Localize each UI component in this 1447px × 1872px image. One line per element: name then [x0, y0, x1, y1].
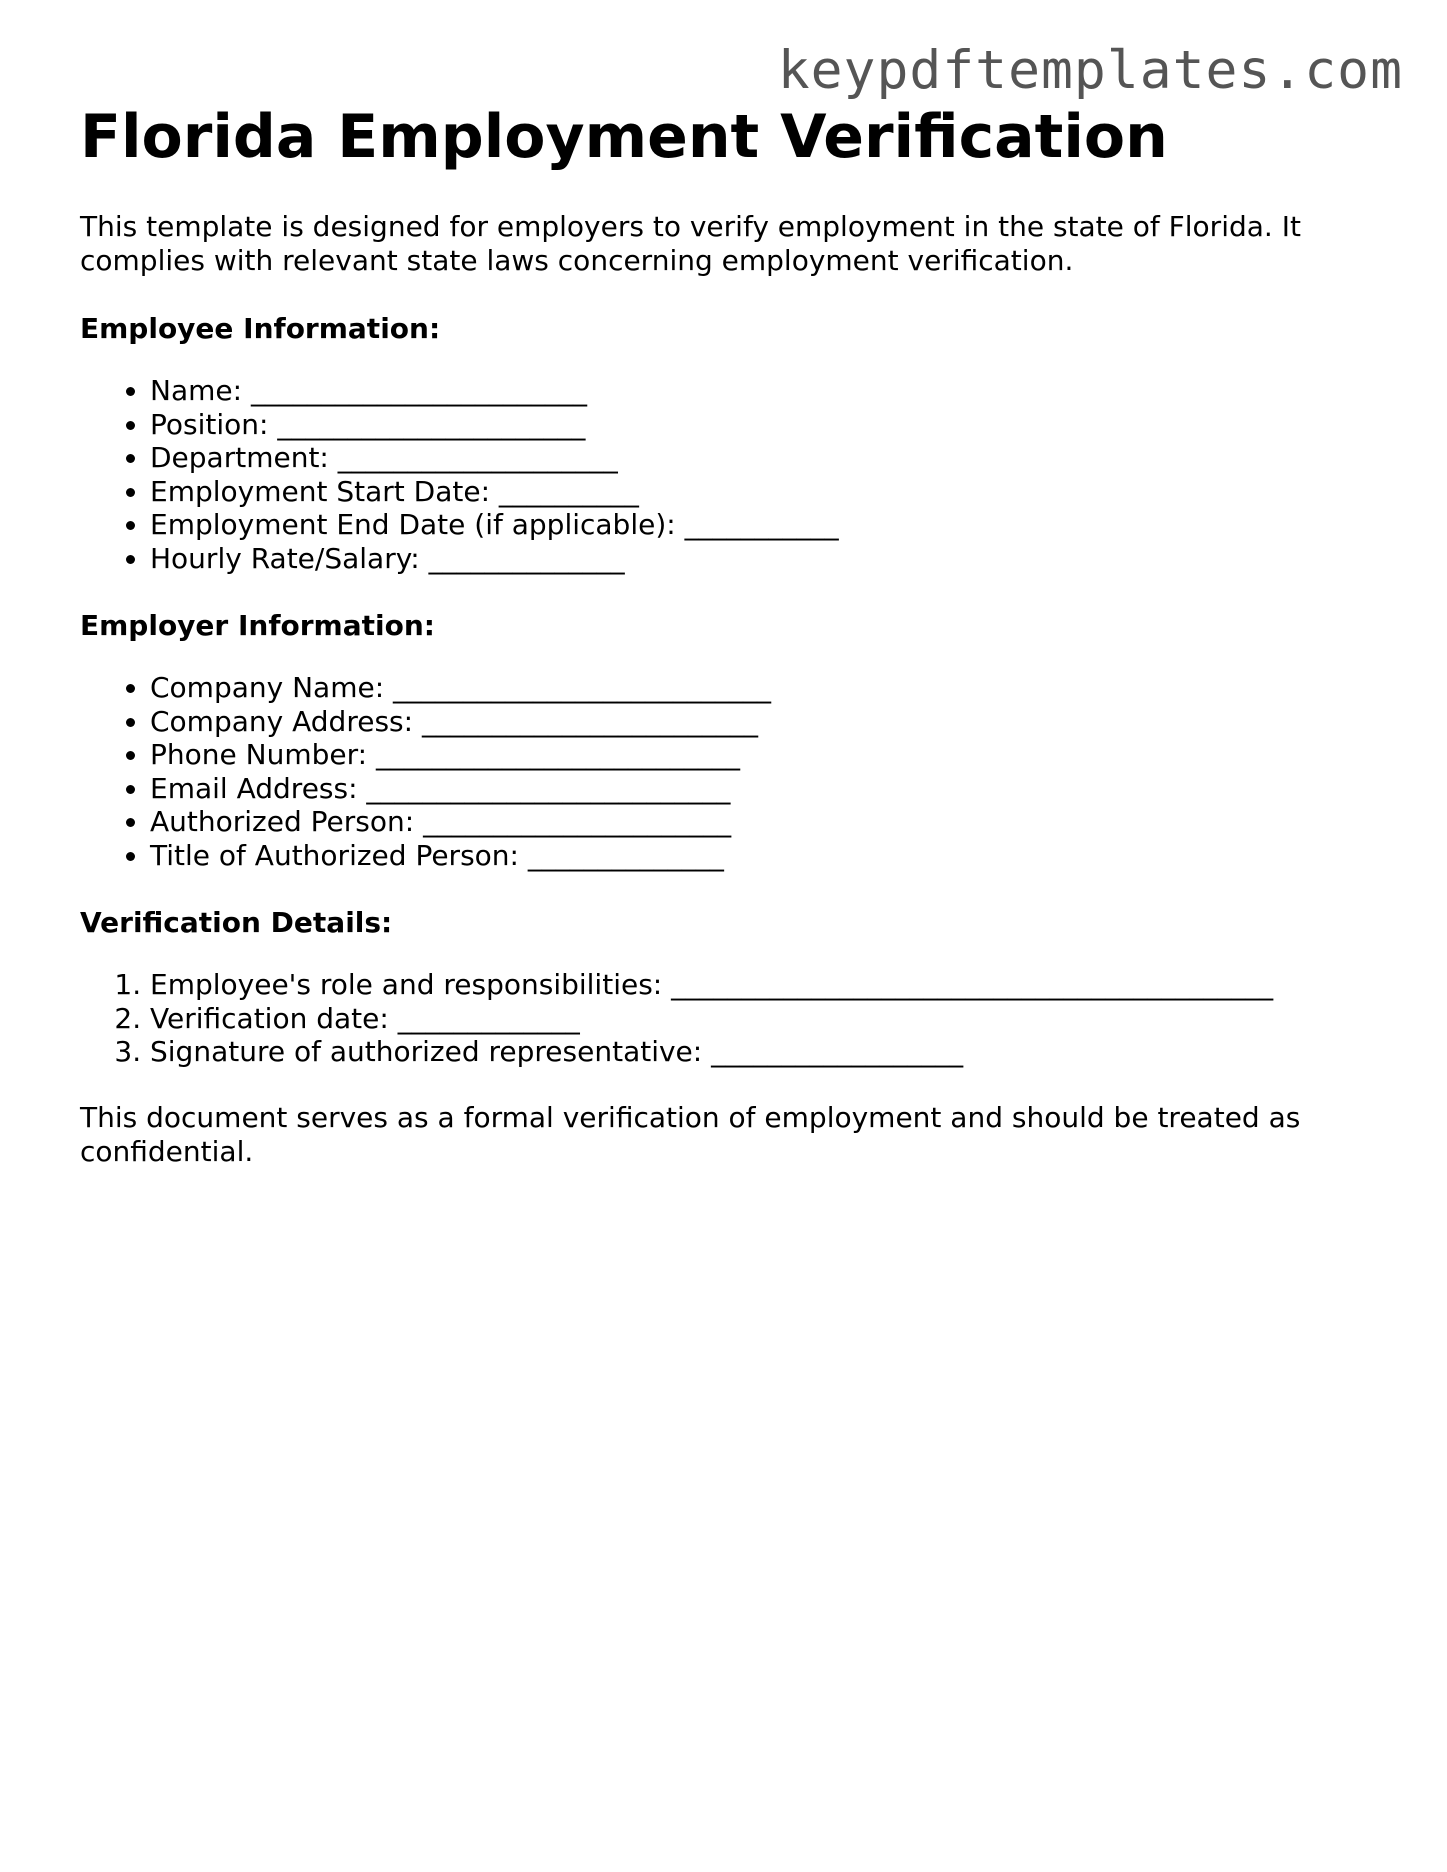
verification-field-signature: 3. Signature of authorized representative: __________________ [150, 1035, 1380, 1069]
employee-field-rate: • Hourly Rate/Salary: ______________ [150, 542, 1380, 576]
verification-details-list [80, 968, 1380, 1069]
employee-information-list [80, 374, 1380, 575]
employee-field-name: • Name: ________________________ [150, 374, 1380, 408]
employer-field-phone: • Phone Number: __________________________ [150, 738, 1380, 772]
employee-field-start-date: • Employment Start Date: __________ [150, 475, 1380, 509]
employee-field-position: • Position: ______________________ [150, 408, 1380, 442]
employer-field-company-address: • Company Address: ________________________ [150, 705, 1380, 739]
employer-information-list [80, 671, 1380, 872]
verification-field-role: 1. Employee's role and responsibilities: ___________________________________________ [150, 968, 1380, 1002]
employer-field-authorized-title: • Title of Authorized Person: ______________ [150, 839, 1380, 873]
verification-field-date: 2. Verification date: _____________ [150, 1002, 1380, 1036]
employer-field-authorized-person: • Authorized Person: ______________________ [150, 805, 1380, 839]
employer-field-company-name: • Company Name: ___________________________ [150, 671, 1380, 705]
watermark: keypdftemplates.com [777, 40, 1403, 101]
document-title: Florida Employment Verification [80, 102, 1168, 172]
intro-paragraph: This template is designed for employers to verify employment in the state of Florida. It complies with relevant state laws concerning employment verification. [80, 210, 1301, 277]
employee-information-heading: Employee Information: [80, 312, 441, 345]
employee-field-end-date: • Employment End Date (if applicable): ___________ [150, 508, 1380, 542]
closing-paragraph: This document serves as a formal verification of employment and should be treated as confidential. [80, 1100, 1301, 1168]
verification-details-heading: Verification Details: [80, 906, 393, 939]
employer-field-email: • Email Address: __________________________ [150, 772, 1380, 806]
document-page [80, 100, 1380, 1169]
employer-information-heading: Employer Information: [80, 609, 435, 642]
employee-field-department: • Department: ____________________ [150, 441, 1380, 475]
